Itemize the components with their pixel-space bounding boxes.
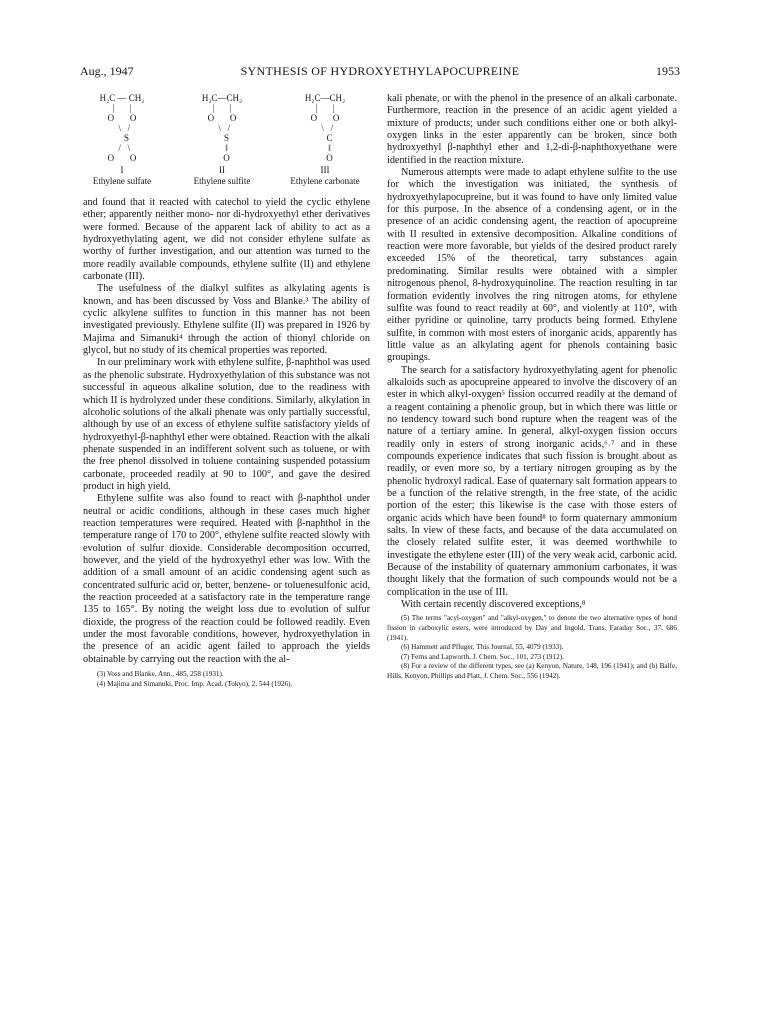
formula-line: \ / xyxy=(213,123,231,133)
paragraph: The usefulness of the dialkyl sulfites as alkylating agents is known, and has been discussed by Voss and Blanke.³ The ability of cyclic alkylene sulfites to function in this manner has not been investigated previously. Ethylene sulfite (II) was prepared in 1926 by Majima and Simanuki⁴ through the action of thionyl chloride on glycol, but no study of its chemical properties was reported. xyxy=(83,283,370,357)
footnote: (3) Voss and Blanke, Ann., 485, 258 (1931). xyxy=(97,670,224,679)
formula-line: | | xyxy=(112,103,132,113)
formula-line: C xyxy=(317,133,333,143)
formula-line: O O xyxy=(107,153,137,163)
left-column xyxy=(83,93,370,689)
structure-ethylene-carbonate xyxy=(279,93,371,186)
structure-name: Ethylene sulfate xyxy=(92,176,152,186)
formula-line: O O xyxy=(107,113,137,123)
paragraph: Ethylene sulfite was also found to react with β-naphthol under neutral or acidic conditions, although in these cases much higher reaction temperatures were required. Heated with β-naphthol in the temperature range of 170 to 200°, ethylene sulfite reacted slowly with evolution of sulfur dioxide. Considerable decomposition occurred, however, and the yield of the hydroxyethyl ether was low. With the addition of a small amount of an acidic condensing agent such as concentrated sulfuric acid or, better, benzene- or toluenesulfonic acid, the reaction proceeded at a satisfactory rate in the temperature range 135 to 165°. By noting the weight loss due to evolution of sulfur dioxide, the progress of the reaction could be followed readily. Even under the most favorable conditions, however, hydroxyethylation in the presence of an acidic agent failed to approach the yields obtainable by carrying out the reaction with the al- xyxy=(83,493,370,665)
formula-line: O O xyxy=(310,113,340,123)
formula-line: H₂C—CH₂ xyxy=(201,93,243,103)
formula-line: ‖ xyxy=(319,143,331,153)
paragraph: Numerous attempts were made to adapt ethylene sulfite to the use for which the investigation was initiated, the synthesis of hydroxyethylapocupreine, but it was found to have only limited value for this purpose. In the absence of a condensing agent, or in the presence of an acidic condensing agent, the reaction of apocupreine with II resulted in extensive decomposition. Alkaline conditions of reaction were more favorable, but yields of the desired product rarely exceeded 15% of the theoretical, tarry substances again predominating. Similar results were obtained with a simpler nitrogenous phenol, 8-hydroxyquinoline. The reaction resulting in tar formation evidently involves the ring nitrogen atoms, for ethylene sulfite was found to react readily at 60°, and violently at 110°, with either pyridine or quinoline, tarry products being formed. Ethylene sulfite, in common with most esters of inorganic acids, apparently has little value as an alkylating agent for phenols containing basic groupings. xyxy=(387,167,677,364)
footnotes-right xyxy=(387,614,677,681)
formula-line: S xyxy=(114,133,129,143)
formula-line: \ / xyxy=(113,123,131,133)
right-column xyxy=(387,93,677,682)
footnote: (7) Ferns and Lapworth, J. Chem. Soc., 101, 273 (1912). xyxy=(401,652,564,661)
footnote: (4) Majima and Simanuki, Proc. Imp. Acad. (Tokyo), 2, 544 (1926). xyxy=(97,679,293,688)
page-header xyxy=(80,64,680,82)
page-number: 1953 xyxy=(656,64,680,78)
formula-line: H₂C — CH₂ xyxy=(99,93,145,103)
structure-numeral: III xyxy=(320,165,330,175)
formula-line: O xyxy=(317,153,333,163)
structure-numeral: II xyxy=(219,165,225,175)
formula-line: O xyxy=(214,153,230,163)
formula-line: H₂C—CH₂ xyxy=(304,93,346,103)
paragraph: and found that it reacted with catechol to yield the cyclic ethylene ether; apparently neither mono- nor di-hydroxyethyl ether derivatives were formed. Because of the apparent lack of ability to act as a hydroxyethylating agent, we did not consider ethylene sulfate as worthy of further investigation, and our attention was turned to the more readily available compounds, ethylene sulfite (II) and ethylene carbonate (III). xyxy=(83,197,370,283)
issue-date: Aug., 1947 xyxy=(80,64,134,78)
formula-line: | | xyxy=(315,103,335,113)
formula-line: / \ xyxy=(113,143,131,153)
structure-formulas xyxy=(83,93,370,197)
footnote: (6) Hammett and Pfluger, This Journal, 55, 4079 (1933). xyxy=(401,643,564,652)
formula-line: | | xyxy=(212,103,232,113)
formula-line: S xyxy=(214,133,229,143)
footnotes-left xyxy=(83,670,370,689)
structure-name: Ethylene carbonate xyxy=(290,176,360,186)
structure-numeral: I xyxy=(120,165,124,175)
paragraph: In our preliminary work with ethylene sulfite, β-naphthol was used as the phenolic substrate. Hydroxyethylation of this substance was not successful in aqueous alkaline solution, due to the readiness with which II is hydrolyzed under these conditions. Similarly, alkylation in alcoholic solutions of the alkali phenate was only partially successful, although by use of an excess of ethylene sulfite satisfactory yields of hydroxyethyl-β-naphthyl ether were obtained. Reaction with the alkali phenate suspended in an indifferent solvent such as toluene, or with the free phenol dissolved in toluene containing suspended potassium carbonate, proceeded readily at 90 to 100°, and gave the desired product in high yield. xyxy=(83,357,370,492)
paragraph: kali phenate, or with the phenol in the presence of an alkali carbonate. Furthermore, reaction in the presence of an acidic agent yielded a mixture of products; under such conditions either one or both alkyl-oxygen links in the ester apparently can be broken, since both hydroxyethyl β-naphthyl ether and 1,2-di-β-naphthoxyethane were identified in the reaction mixture. xyxy=(387,93,677,166)
paragraph: With certain recently discovered exceptions,⁸ xyxy=(401,599,586,611)
formula-line: ‖ xyxy=(216,143,228,153)
structure-ethylene-sulfite xyxy=(180,93,264,186)
footnote: (5) The terms "acyl-oxygen" and "alkyl-oxygen," to denote the two alternative types of bond fission in carboxylic esters, were introduced by Day and Ingold, Trans. Faraday Soc., 37, 686 (1941). xyxy=(387,614,677,642)
paragraph: The search for a satisfactory hydroxyethylating agent for phenolic alkaloids such as apocupreine appeared to involve the discovery of an ester in which alkyl-oxygen⁵ fission occurred readily at the demand of a reagent containing a phenolic group, but in which there was little or no tendency toward such bond rupture when the reagent was of the nature of a tertiary amine. In general, alkyl-oxygen fission occurs readily only in esters of strong inorganic acids,⁶˒⁷ and in these compounds experience indicates that such fission is brought about as readily, or even more so, by a tertiary nitrogen grouping as by the phenolic hydroxyl radical. Ease of quaternary salt formation appears to be a function of the relative strength, in the free state, of the acidic portion of the ester; this likewise is the case with those esters of organic acids which have been found⁸ to form quaternary ammonium salts. In view of these facts, and because of the data accumulated on the closely related sulfite ester, it was deemed worthwhile to investigate the ethylene ester (III) of the very weak acid, carbonic acid. Because of the instability of quaternary ammonium carbonates, it was thought likely that the formation of such compounds would not be a complication in the use of III. xyxy=(387,364,677,598)
running-title: SYNTHESIS OF HYDROXYETHYLAPOCUPREINE xyxy=(240,64,520,78)
footnote: (8) For a review of the different types, see (a) Kenyon, Nature, 148, 196 (1941); and (b) Balfe, Hills, Kenyon, Phillips and Platt, J. Chem. Soc., 556 (1942). xyxy=(387,662,677,680)
formula-line: \ / xyxy=(316,123,334,133)
structure-name: Ethylene sulfite xyxy=(193,176,251,186)
structure-ethylene-sulfate xyxy=(83,93,161,186)
formula-line: O O xyxy=(207,113,237,123)
